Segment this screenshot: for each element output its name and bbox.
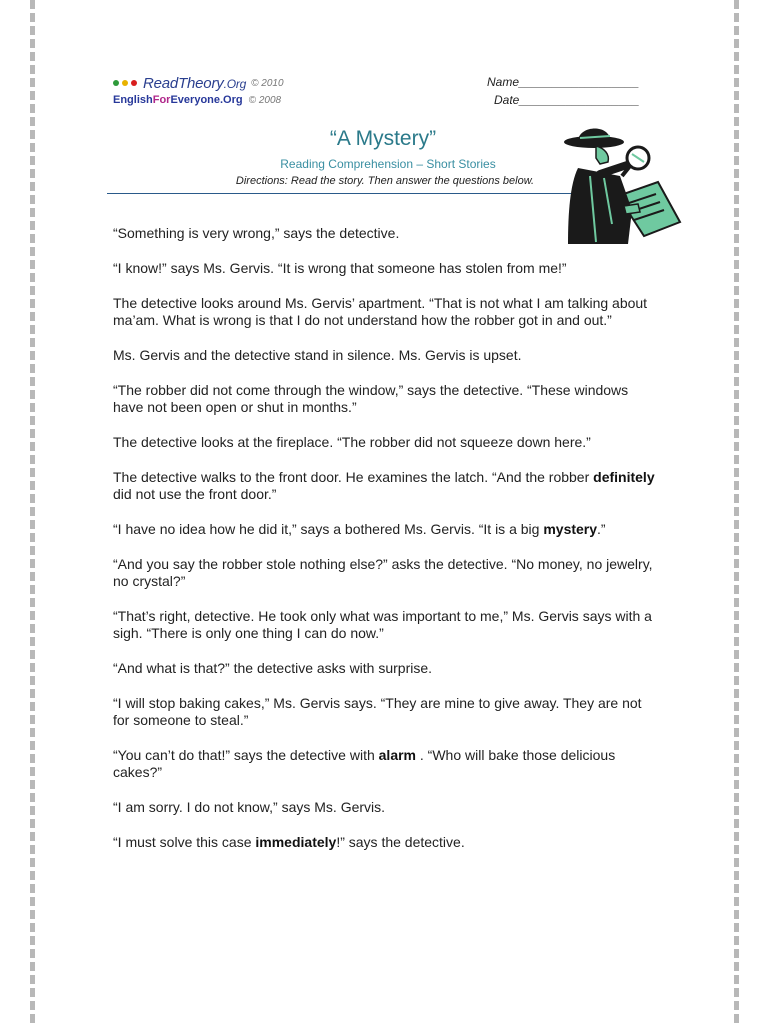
- story-text: “I have no idea how he did it,” says a bothered Ms. Gervis. “It is a big: [113, 521, 544, 537]
- vocab-word: mystery: [543, 521, 598, 537]
- page-subtitle: Reading Comprehension – Short Stories: [280, 157, 496, 171]
- vocab-word: definitely: [593, 469, 655, 485]
- story-text: “And what is that?” the detective asks with surprise.: [113, 660, 433, 676]
- name-field: Name__________________: [487, 75, 640, 89]
- story-paragraph: [113, 382, 661, 416]
- story-text: The detective looks at the fireplace. “The robber did not squeeze down here.”: [113, 434, 591, 450]
- story-text: “Something is very wrong,” says the detective.: [113, 225, 400, 241]
- story-paragraph: [113, 608, 661, 642]
- story-text: Ms. Gervis and the detective stand in silence. Ms. Gervis is upset.: [113, 347, 522, 363]
- story-text: “That’s right, detective. He took only what was important to me,” Ms. Gervis says with a sigh. “There is only one thing I can do now.”: [113, 608, 652, 641]
- page-border-left: [30, 0, 35, 1024]
- story-text: The detective looks around Ms. Gervis’ apartment. “That is not what I am talking about ma’am. What is wrong is that I do not understand how the robber got in and out.”: [113, 295, 648, 328]
- englishforeveryone-copyright: © 2008: [248, 95, 282, 106]
- story-paragraph: [113, 469, 661, 503]
- story-text: did not use the front door.”: [113, 486, 277, 502]
- story-paragraph: [113, 434, 661, 451]
- logo-block: [113, 75, 284, 106]
- yellow-dot-icon: [122, 80, 128, 86]
- story-paragraph: [113, 225, 661, 242]
- header-divider: [107, 193, 597, 194]
- story-paragraph: [113, 660, 661, 677]
- story-text: .”: [597, 521, 606, 537]
- directions-text: Directions: Read the story. Then answer the questions below.: [235, 175, 535, 187]
- vocab-word: alarm: [378, 747, 416, 763]
- story-paragraph: [113, 799, 661, 816]
- story-text: “I will stop baking cakes,” Ms. Gervis says. “They are mine to give away. They are not for someone to steal.”: [113, 695, 642, 728]
- readtheory-logo[interactable]: [113, 75, 284, 91]
- red-dot-icon: [131, 80, 137, 86]
- story-text: “I know!” says Ms. Gervis. “It is wrong that someone has stolen from me!”: [113, 260, 567, 276]
- page-title: “A Mystery”: [329, 127, 437, 150]
- story-text: “And you say the robber stole nothing else?” asks the detective. “No money, no jewelry, no crystal?”: [113, 556, 653, 589]
- story-paragraph: [113, 695, 661, 729]
- story-text: “The robber did not come through the window,” says the detective. “These windows have not been open or shut in months.”: [113, 382, 629, 415]
- story-paragraph: [113, 556, 661, 590]
- story-text: “I am sorry. I do not know,” says Ms. Gervis.: [113, 799, 386, 815]
- story-paragraph: [113, 521, 661, 538]
- date-field: Date__________________: [494, 93, 640, 107]
- readtheory-copyright: © 2010: [251, 77, 284, 89]
- story-text: !” says the detective.: [336, 834, 465, 850]
- story-text: The detective walks to the front door. He examines the latch. “And the robber: [113, 469, 594, 485]
- page-border-right: [734, 0, 739, 1024]
- story-paragraph: [113, 347, 661, 364]
- story-body: [113, 225, 661, 869]
- green-dot-icon: [113, 80, 119, 86]
- story-paragraph: [113, 295, 661, 329]
- story-paragraph: [113, 260, 661, 277]
- story-paragraph: [113, 747, 661, 781]
- story-text: “I must solve this case: [113, 834, 256, 850]
- englishforeveryone-logo[interactable]: EnglishForEveryone.Org © 2008: [113, 94, 282, 106]
- story-paragraph: [113, 834, 661, 851]
- vocab-word: immediately: [255, 834, 337, 850]
- story-text: “You can’t do that!” says the detective with: [113, 747, 379, 763]
- story-text: . “Who will bake those delicious cakes?”: [113, 747, 616, 780]
- readtheory-logo-text: ReadTheory.Org: [143, 74, 247, 92]
